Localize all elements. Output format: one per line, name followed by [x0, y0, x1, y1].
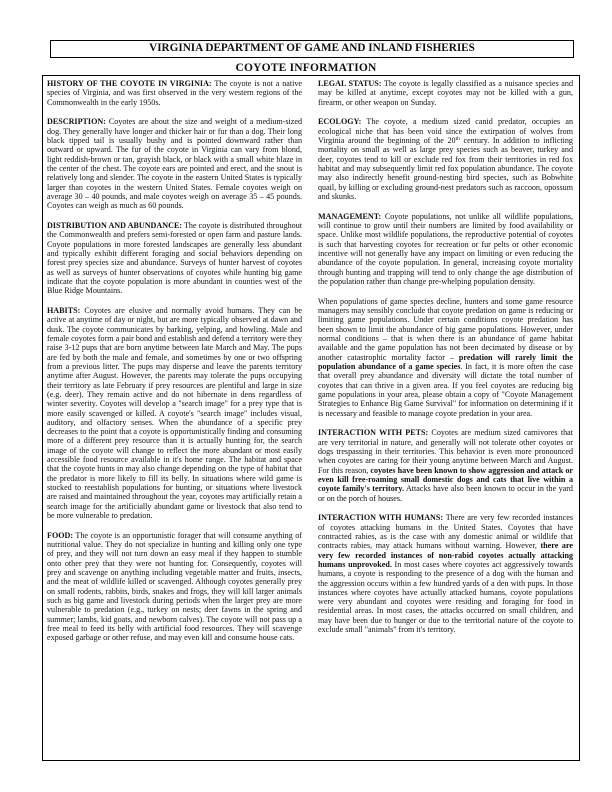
history-heading: HISTORY OF THE COYOTE IN VIRGINIA:	[47, 79, 212, 88]
habits-section	[47, 306, 302, 520]
game-predation-section	[318, 297, 573, 418]
humans-text: There are very few recorded instances of coyotes attacking humans in the United States. Coyotes that have contracted rabies, as is the case with any domestic animal or wildlife that contracts rabies, may attack humans without warning. However,	[318, 513, 573, 551]
history-section	[47, 79, 302, 107]
distribution-text: The coyote is distributed throughout the Commonwealth and prefers semi-forested or open farm and pasture lands. Coyote populations in more forested landscapes are generally less abundant and typically exhibit different foraging and social behaviors depending on forest prey species size and abundance. Surveys of hunter harvest of coyotes as well as surveys of hunter observations of coyotes while hunting big game indicate that the coyote population is more abundant in counties west of the Blue Ridge Mountains.	[47, 221, 303, 296]
left-column	[47, 79, 302, 653]
pets-text-continued: Attacks have also been known to occur in the yard or on the porch of houses.	[318, 484, 573, 503]
pets-heading: INTERACTION WITH PETS:	[318, 428, 429, 438]
legal-text: The coyote is legally classified as a nuisance species and may be killed at anytime, except coyotes may not be killed with a gun, firearm, or other weapon on Sunday.	[318, 79, 573, 107]
humans-text-continued: In most cases where coyotes act aggressively towards humans, a coyote is responding to the presence of a dog with the human and the aggression occurs within a few hundred yards of a den with pups. In those instances where coyotes have actually attacked humans, coyote populations were very abundant and coyotes were residing and foraging for food in residential areas. In most cases, the attacks occurred on small children, and may have been due to hunger or due to the territorial nature of the coyote to exclude small "animals" from it's territory.	[318, 559, 573, 635]
management-section	[318, 212, 573, 287]
right-column	[318, 79, 573, 645]
food-heading: FOOD:	[47, 530, 74, 540]
pets-section	[318, 428, 573, 503]
agency-banner: VIRGINIA DEPARTMENT OF GAME AND INLAND FISHERIES	[50, 40, 574, 58]
description-text: Coyotes are about the size and weight of a medium-sized dog. They generally have longer and thicker hair or fur than a dog. Their long black tipped tail is usually bushy and is pointed downward rather than outward or upward. The fur of the coyote in Virginia can vary from blond, light reddish-brown or tan, grayish black, or black with a small white blaze in the center of the chest. The coyote ears are pointed and erect, and the snout is relatively long and slender. The coyote in the eastern United States is typically larger than coyotes in the western United States. Female coyotes weigh on average 30 – 40 pounds, and male coyotes weigh on average 35 – 45 pounds. Coyotes can weigh as much as 60 pounds.	[47, 117, 302, 211]
ecology-section	[318, 117, 573, 201]
distribution-section	[47, 221, 302, 296]
management-text: Coyote populations, not unlike all wildlife populations, will continue to grow until their numbers are limited by food availability or space. Unlike most wildlife populations, the reproductive potential of coyotes is such that harvesting coyotes for recreation or fur pelts or other economic incentive will not generally have any impact on limiting or even reducing the abundance of the coyote population. In general, increasing coyote mortality through hunting and trapping will tend to only change the age distribution of the population rather than change pre-whelping population density.	[318, 211, 573, 286]
humans-emphasis: there are very few recorded instances of non-rabid coyotes actually attacking humans unprovoked.	[318, 541, 574, 569]
ecology-text-continued: century. In addition to inflicting mortality on small as well as large prey species such as beaver, turkey and deer, coyotes tend to kill or exclude red fox from their territories in red fox habitat and may subsequently limit red fox population abundance. The coyote may also indirectly benefit ground-nesting bird species, such as Bobwhite quail, by killing or excluding ground-nest predators such as raccoon, opossum and skunks.	[318, 136, 573, 201]
pets-emphasis: coyotes have been known to show aggression and attack or even kill free-roaming small domestic dogs and cats that live within a coyote family's territory.	[318, 465, 573, 494]
legal-heading: LEGAL STATUS:	[318, 79, 382, 88]
distribution-heading: DISTRIBUTION AND ABUNDANCE:	[47, 221, 183, 231]
ordinal-superscript: th	[455, 136, 460, 143]
game-predation-text: When populations of game species decline, hunters and some game resource managers may sensibly conclude that coyote predation on game is reducing or limiting game populations. Under certain conditions coyote predation has been shown to limit the abundance of big game populations. However, under normal conditions – that is when there is an abundance of game habitat available and the game population has not been decimated by disease or by another catastrophic mortality factor –	[318, 296, 573, 362]
legal-section	[318, 79, 573, 107]
history-text: The coyote is not a native species of Virginia, and was first observed in the very western regions of the Commonwealth in the early 1950s.	[47, 79, 302, 107]
food-text: The coyote is an opportunistic forager that will consume anything of nutritional value. They do not specialize in hunting and killing only one type of prey, and they will not turn down an easy meal if they happen to stumble onto other prey that they were not hunting for. Consequently, coyotes will prey and scavenge on anything including vegetable matter and fruits, insects, and the meat of wildlife killed or scavenged. Although coyotes generally prey on small rodents, rabbits, birds, snakes and frogs, they will kill larger animals such as big game and livestock during periods when the larger prey are more vulnerable to predation (e.g., turkey on nests; deer fawns in the spring and summer; lambs, kid goats, and newborn calves). The coyote will not pass up a free meal to feed its belly with artificial food resources. They will scavenge exposed garbage or other refuse, and may even kill and consume house cats.	[47, 530, 302, 643]
management-heading: MANAGEMENT:	[318, 211, 382, 221]
document-title: COYOTE INFORMATION	[235, 62, 377, 74]
ecology-heading: ECOLOGY:	[318, 117, 362, 127]
food-section	[47, 531, 302, 643]
habits-text: Coyotes are elusive and normally avoid humans. They can be active at anytime of day or night, but are more typically observed at dawn and dusk. The coyote communicates by barking, yelping, and howling. Male and female coyotes form a pair bond and establish and defend a territory were they raise 3-12 pups that are born anytime between late March and May. The pups are fed by both the male and female, and sometimes by one or two offspring from a previous litter. The pups may disperse and leave the parents territory anytime after August. However, the parents may tolerate the pups occupying their territory as late February if prey resources are plentiful and large in size (e.g. deer). They remain active and do not hibernate in dens regardless of winter severity. Coyotes will develop a "search image" for a prey type that is more easily scavenged or killed. A coyote's "search image" includes visual, auditory, and olfactory senses. When the abundance of a specific prey decreases to the point that a coyote is opportunistically finding and consuming more of a different prey resource than it is actually hunting for, the search image of the coyote will change to reflect the more abundant or most easily accessible food resource available in it's home range. The habitat and space that the coyote hunts in may also change depending on the type of habitat that the predator is more likely to fill its belly. In situations where wild game is stocked to reestablish populations for hunting, or situations where livestock are raised and maintained throughout the year, coyotes may artificially retain a search image for the artificially abundant game or livestock that also tend to be more vulnerable to predation.	[47, 306, 302, 520]
description-heading: DESCRIPTION:	[47, 117, 106, 127]
pets-text: Coyotes are medium sized carnivores that are very territorial in nature, and generally will not tolerate other coyotes or dogs trespassing in their territories. This behavior is even more pronounced when coyotes are caring for their young anytime between March and August. For this reason,	[318, 428, 573, 475]
game-predation-emphasis: predation will rarely limit the population abundance of a game species	[318, 352, 574, 371]
humans-section	[318, 513, 573, 634]
humans-heading: INTERACTION WITH HUMANS:	[318, 513, 444, 523]
ecology-text: The coyote, a medium sized canid predator, occupies an ecological niche that has been void since the extirpation of wolves from Virginia around the beginning of the 20	[318, 117, 573, 146]
description-section	[47, 117, 302, 210]
game-predation-text-continued: . In fact, it is more often the case that overall prey abundance and diversity will dictate the total number of coyotes that can thrive in a given area. If you feel coyotes are reducing big game populations in your area, please obtain a copy of "Coyote Management Strategies to Enhance Big Game Survival" for information on determining if it is necessary and feasible to manage coyote predation in your area.	[318, 361, 573, 418]
habits-heading: HABITS:	[47, 306, 81, 316]
